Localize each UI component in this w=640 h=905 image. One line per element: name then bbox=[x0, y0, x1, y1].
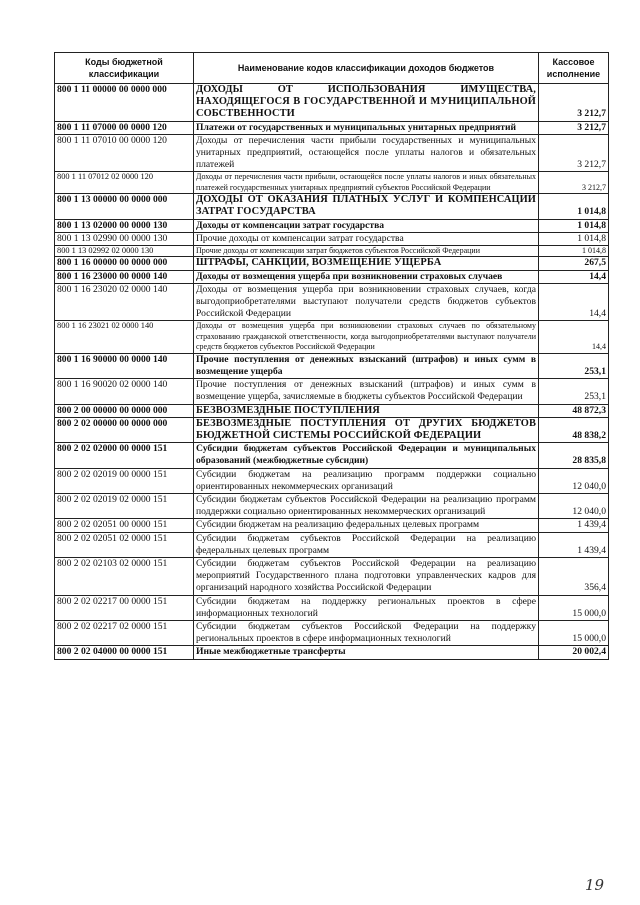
table-row bbox=[55, 194, 609, 219]
table-row bbox=[55, 620, 609, 645]
row-name: Прочие поступления от денежных взысканий (штрафов) и иных сумм в возмещение ущерба, зачисляемые в бюджеты субъектов Российской Федерации bbox=[194, 379, 539, 404]
table-row bbox=[55, 646, 609, 659]
row-amount: 1 014,8 bbox=[539, 246, 609, 257]
row-name: Доходы от перечисления части прибыли государственных и муниципальных унитарных предприятий, остающейся после уплаты налогов и обязательных платежей bbox=[194, 134, 539, 172]
row-amount: 356,4 bbox=[539, 557, 609, 595]
row-name: ШТРАФЫ, САНКЦИИ, ВОЗМЕЩЕНИЕ УЩЕРБА bbox=[194, 257, 539, 270]
row-name: БЕЗВОЗМЕЗДНЫЕ ПОСТУПЛЕНИЯ ОТ ДРУГИХ БЮДЖЕТОВ БЮДЖЕТНОЙ СИСТЕМЫ РОССИЙСКОЙ ФЕДЕРАЦИИ bbox=[194, 417, 539, 442]
row-amount: 20 002,4 bbox=[539, 646, 609, 659]
row-name: Прочие доходы от компенсации затрат государства bbox=[194, 232, 539, 245]
table-row bbox=[55, 379, 609, 404]
row-code: 800 2 02 02051 02 0000 151 bbox=[55, 532, 194, 557]
table-row bbox=[55, 84, 609, 122]
header-amount: Кассовое исполнение bbox=[539, 53, 609, 84]
table-row bbox=[55, 417, 609, 442]
row-code: 800 1 11 07012 02 0000 120 bbox=[55, 172, 194, 194]
row-code: 800 2 02 02019 02 0000 151 bbox=[55, 493, 194, 518]
table-row bbox=[55, 519, 609, 532]
row-name: Субсидии бюджетам на реализацию программ поддержки социально ориентированных некоммерческих организаций bbox=[194, 468, 539, 493]
row-name: ДОХОДЫ ОТ ОКАЗАНИЯ ПЛАТНЫХ УСЛУГ И КОМПЕНСАЦИИ ЗАТРАТ ГОСУДАРСТВА bbox=[194, 194, 539, 219]
table-row bbox=[55, 557, 609, 595]
row-code: 800 2 02 02217 02 0000 151 bbox=[55, 620, 194, 645]
row-code: 800 1 16 90020 02 0000 140 bbox=[55, 379, 194, 404]
row-code: 800 1 11 07010 00 0000 120 bbox=[55, 134, 194, 172]
row-amount: 3 212,7 bbox=[539, 121, 609, 134]
table-row bbox=[55, 404, 609, 417]
row-name: Доходы от компенсации затрат государства bbox=[194, 219, 539, 232]
row-amount: 1 439,4 bbox=[539, 532, 609, 557]
row-code: 800 1 11 00000 00 0000 000 bbox=[55, 84, 194, 122]
row-name: Иные межбюджетные трансферты bbox=[194, 646, 539, 659]
row-code: 800 1 11 07000 00 0000 120 bbox=[55, 121, 194, 134]
table-row bbox=[55, 257, 609, 270]
row-name: Прочие доходы от компенсации затрат бюджетов субъектов Российской Федерации bbox=[194, 246, 539, 257]
table-body bbox=[55, 84, 609, 660]
row-amount: 267,5 bbox=[539, 257, 609, 270]
row-amount: 28 835,8 bbox=[539, 443, 609, 468]
row-amount: 3 212,7 bbox=[539, 134, 609, 172]
table-row bbox=[55, 246, 609, 257]
row-name: Субсидии бюджетам субъектов Российской Федерации на поддержку региональных проектов в сфере информационных технологий bbox=[194, 620, 539, 645]
table-row bbox=[55, 443, 609, 468]
row-name: Платежи от государственных и муниципальных унитарных предприятий bbox=[194, 121, 539, 134]
row-amount: 15 000,0 bbox=[539, 595, 609, 620]
row-name: Субсидии бюджетам на реализацию федеральных целевых программ bbox=[194, 519, 539, 532]
row-amount: 14,4 bbox=[539, 321, 609, 353]
table-header-row bbox=[55, 53, 609, 84]
header-code: Коды бюджетной классификации bbox=[55, 53, 194, 84]
row-name: БЕЗВОЗМЕЗДНЫЕ ПОСТУПЛЕНИЯ bbox=[194, 404, 539, 417]
row-name: Доходы от возмещения ущерба при возникновении страховых случаев по обязательному страхованию гражданской ответственности, когда выгодоприобретателями выступают получатели средств бюджетов субъектов Российской Федерации bbox=[194, 321, 539, 353]
row-amount: 48 872,3 bbox=[539, 404, 609, 417]
row-code: 800 1 13 02992 02 0000 130 bbox=[55, 246, 194, 257]
row-code: 800 2 02 02000 00 0000 151 bbox=[55, 443, 194, 468]
page-number: 19 bbox=[585, 876, 605, 894]
row-amount: 15 000,0 bbox=[539, 620, 609, 645]
row-name: Субсидии бюджетам субъектов Российской Федерации на реализацию программ поддержки социально ориентированных некоммерческих организаций bbox=[194, 493, 539, 518]
table-row bbox=[55, 283, 609, 321]
row-amount: 1 014,8 bbox=[539, 232, 609, 245]
row-code: 800 1 16 23000 00 0000 140 bbox=[55, 270, 194, 283]
row-name: Прочие поступления от денежных взысканий (штрафов) и иных сумм в возмещение ущерба bbox=[194, 353, 539, 378]
header-name: Наименование кодов классификации доходов бюджетов bbox=[194, 53, 539, 84]
row-name: Субсидии бюджетам субъектов Российской Федерации на реализацию федеральных целевых программ bbox=[194, 532, 539, 557]
revenue-table bbox=[54, 52, 609, 660]
row-amount: 1 439,4 bbox=[539, 519, 609, 532]
table-row bbox=[55, 219, 609, 232]
table-row bbox=[55, 595, 609, 620]
row-name: Доходы от возмещения ущерба при возникновении страховых случаев, когда выгодоприобретателями выступают получатели средств бюджетов субъектов Российской Федерации bbox=[194, 283, 539, 321]
row-code: 800 1 13 02000 00 0000 130 bbox=[55, 219, 194, 232]
row-amount: 253,1 bbox=[539, 353, 609, 378]
row-name: Доходы от перечисления части прибыли, остающейся после уплаты налогов и иных обязательных платежей государственных унитарных предприятий субъектов Российской Федерации bbox=[194, 172, 539, 194]
row-name: Доходы от возмещения ущерба при возникновении страховых случаев bbox=[194, 270, 539, 283]
table-row bbox=[55, 468, 609, 493]
row-code: 800 1 16 00000 00 0000 000 bbox=[55, 257, 194, 270]
row-code: 800 2 00 00000 00 0000 000 bbox=[55, 404, 194, 417]
row-name: Субсидии бюджетам субъектов Российской Федерации и муниципальных образований (межбюджетные субсидии) bbox=[194, 443, 539, 468]
table-row bbox=[55, 134, 609, 172]
row-code: 800 1 13 00000 00 0000 000 bbox=[55, 194, 194, 219]
row-code: 800 2 02 04000 00 0000 151 bbox=[55, 646, 194, 659]
row-amount: 14,4 bbox=[539, 283, 609, 321]
row-amount: 1 014,8 bbox=[539, 194, 609, 219]
row-name: Субсидии бюджетам субъектов Российской Федерации на реализацию мероприятий Государственного плана подготовки управленческих кадров для организаций народного хозяйства Российской Федерации bbox=[194, 557, 539, 595]
table-row bbox=[55, 270, 609, 283]
row-amount: 3 212,7 bbox=[539, 172, 609, 194]
row-code: 800 2 02 00000 00 0000 000 bbox=[55, 417, 194, 442]
document-page bbox=[54, 52, 608, 660]
row-code: 800 1 16 90000 00 0000 140 bbox=[55, 353, 194, 378]
row-name: ДОХОДЫ ОТ ИСПОЛЬЗОВАНИЯ ИМУЩЕСТВА, НАХОДЯЩЕГОСЯ В ГОСУДАРСТВЕННОЙ И МУНИЦИПАЛЬНОЙ СОБСТВЕННОСТИ bbox=[194, 84, 539, 122]
row-amount: 1 014,8 bbox=[539, 219, 609, 232]
row-code: 800 2 02 02019 00 0000 151 bbox=[55, 468, 194, 493]
table-row bbox=[55, 353, 609, 378]
row-code: 800 1 13 02990 00 0000 130 bbox=[55, 232, 194, 245]
table-row bbox=[55, 121, 609, 134]
table-row bbox=[55, 172, 609, 194]
row-code: 800 1 16 23021 02 0000 140 bbox=[55, 321, 194, 353]
row-code: 800 2 02 02217 00 0000 151 bbox=[55, 595, 194, 620]
table-row bbox=[55, 532, 609, 557]
row-amount: 3 212,7 bbox=[539, 84, 609, 122]
table-row bbox=[55, 493, 609, 518]
table-row bbox=[55, 321, 609, 353]
row-name: Субсидии бюджетам на поддержку региональных проектов в сфере информационных технологий bbox=[194, 595, 539, 620]
row-amount: 12 040,0 bbox=[539, 468, 609, 493]
row-amount: 48 838,2 bbox=[539, 417, 609, 442]
row-code: 800 1 16 23020 02 0000 140 bbox=[55, 283, 194, 321]
row-code: 800 2 02 02103 02 0000 151 bbox=[55, 557, 194, 595]
row-amount: 12 040,0 bbox=[539, 493, 609, 518]
table-row bbox=[55, 232, 609, 245]
row-code: 800 2 02 02051 00 0000 151 bbox=[55, 519, 194, 532]
row-amount: 253,1 bbox=[539, 379, 609, 404]
row-amount: 14,4 bbox=[539, 270, 609, 283]
